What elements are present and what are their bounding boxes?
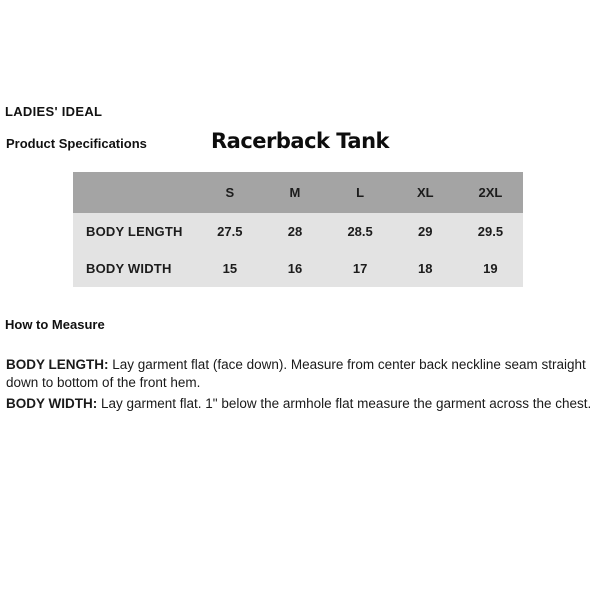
row-label-body-length: BODY LENGTH: [73, 213, 197, 250]
header-cell-size-xl: XL: [393, 172, 458, 213]
body-length-m: 28: [262, 213, 327, 250]
brand-label: LADIES' IDEAL: [5, 104, 103, 119]
header-cell-size-s: S: [197, 172, 262, 213]
body-length-l: 28.5: [328, 213, 393, 250]
header-cell-size-l: L: [328, 172, 393, 213]
header-cell-empty: [73, 172, 197, 213]
body-width-m: 16: [262, 250, 327, 287]
body-length-xl: 29: [393, 213, 458, 250]
instruction-term-body-width: BODY WIDTH:: [6, 396, 98, 411]
product-title: Racerback Tank: [210, 129, 390, 153]
row-label-body-width: BODY WIDTH: [73, 250, 197, 287]
body-length-s: 27.5: [197, 213, 262, 250]
instruction-desc-body-width: Lay garment flat. 1" below the armhole flat measure the garment across the chest.: [97, 396, 592, 411]
instruction-term-body-length: BODY LENGTH:: [6, 357, 109, 372]
body-width-s: 15: [197, 250, 262, 287]
how-to-measure-instructions: [6, 356, 595, 416]
body-length-2xl: 29.5: [458, 213, 523, 250]
header-cell-size-2xl: 2XL: [458, 172, 523, 213]
section-label: Product Specifications: [6, 136, 147, 151]
instruction-desc-body-length: Lay garment flat (face down). Measure from center back neckline seam straight down to bottom of the front hem.: [6, 357, 586, 390]
how-to-measure-heading: How to Measure: [5, 317, 105, 332]
body-width-2xl: 19: [458, 250, 523, 287]
spec-table: [73, 172, 523, 287]
body-width-xl: 18: [393, 250, 458, 287]
instruction-body-width: [6, 395, 595, 413]
spec-table-header-row: [73, 172, 523, 213]
table-row-body-width: [73, 250, 523, 287]
table-row-body-length: [73, 213, 523, 250]
body-width-l: 17: [328, 250, 393, 287]
header-cell-size-m: M: [262, 172, 327, 213]
instruction-body-length: [6, 356, 595, 392]
